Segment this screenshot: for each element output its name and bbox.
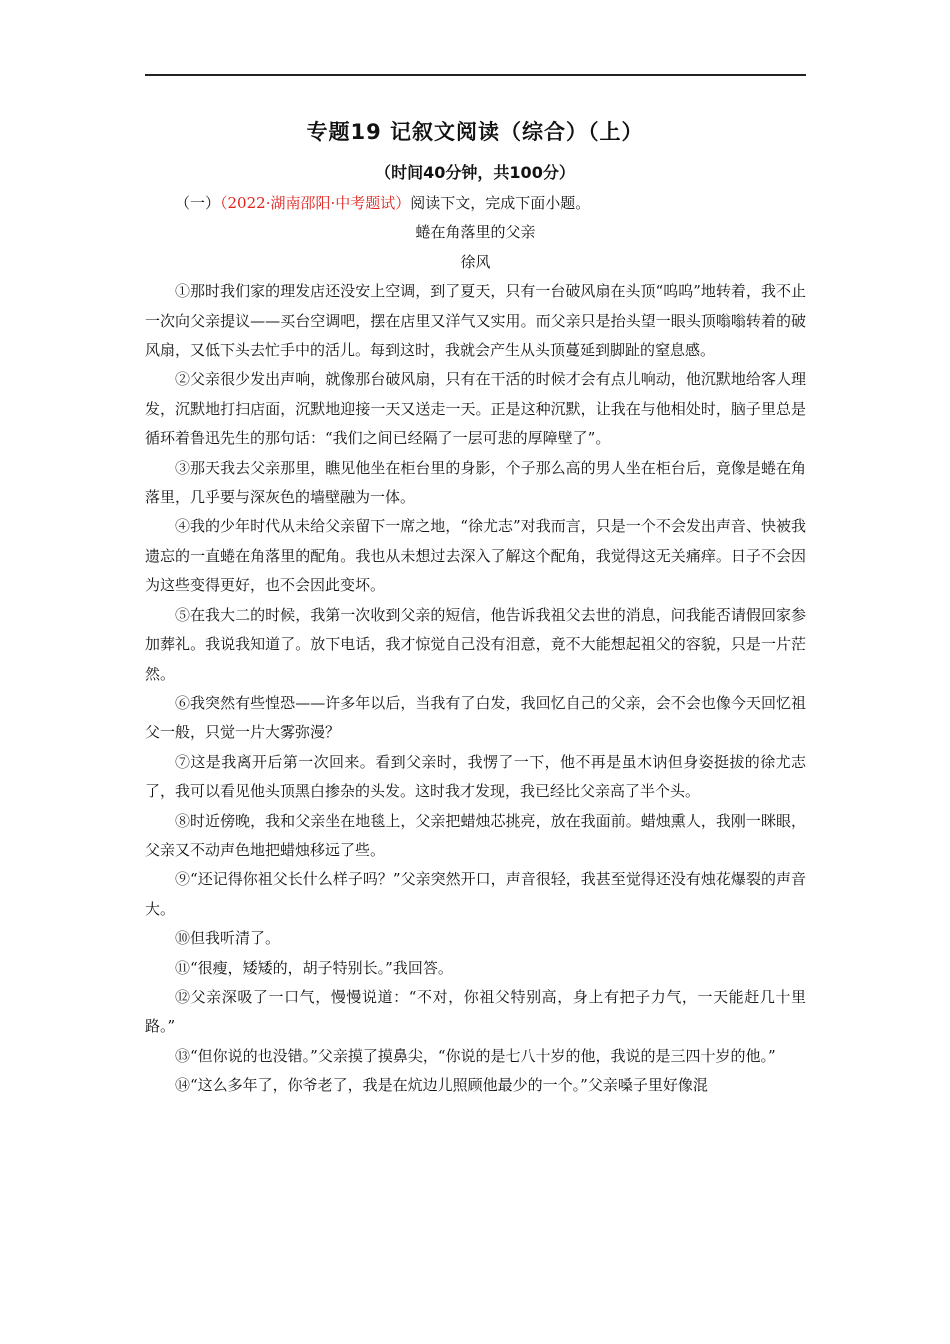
paragraph-8: ⑧时近傍晚，我和父亲坐在地毯上，父亲把蜡烛芯挑亮，放在我面前。蜡烛熏人，我刚一眯眼，父亲又不动声色地把蜡烛移远了些。 bbox=[145, 811, 806, 859]
source-label: （2022·湖南邵阳·中考题试） bbox=[220, 194, 411, 212]
paragraph-9: ⑨“还记得你祖父长什么样子吗？”父亲突然开口，声音很轻，我甚至觉得还没有烛花爆裂的声音大。 bbox=[145, 870, 806, 918]
paragraph-6: ⑥我突然有些惶恐——许多年以后，当我有了白发，我回忆自己的父亲，会不会也像今天回忆祖父一般，只觉一片大雾弥漫？ bbox=[145, 693, 806, 742]
paragraph-12: ⑫父亲深吸了一口气，慢慢说道：“不对，你祖父特别高，身上有把子力气，一天能赶几十里路。” bbox=[145, 987, 806, 1036]
paragraph-5: ⑤在我大二的时候，我第一次收到父亲的短信，他告诉我祖父去世的消息，问我能否请假回家参加葬礼。我说我知道了。放下电话，我才惊觉自己没有泪意，竟不大能想起祖父的容貌，只是一片茫然。 bbox=[145, 605, 806, 683]
section-number: （一） bbox=[175, 194, 221, 212]
paragraph-1: ①那时我们家的理发店还没安上空调，到了夏天，只有一台破风扇在头顶“呜呜”地转着，我不止一次向父亲提议——买台空调吧，摆在店里又洋气又实用。而父亲只是抬头望一眼头顶嗡嗡转着的破风扇，又低下头去忙手中的活儿。每到这时，我就会产生从头顶蔓延到脚趾的窒息感。 bbox=[145, 282, 806, 360]
paragraph-4: ④我的少年时代从未给父亲留下一席之地，“徐尤志”对我而言，只是一个不会发出声音、快被我遗忘的一直蜷在角落里的配角。我也从未想过去深入了解这个配角，我觉得这无关痛痒。日子不会因为这些变得更好，也不会因此变坏。 bbox=[145, 517, 806, 595]
paragraph-10: ⑩但我听清了。 bbox=[175, 929, 281, 948]
article-author: 徐风 bbox=[460, 252, 491, 271]
paragraph-3: ③那天我去父亲那里，瞧见他坐在柜台里的身影，个子那么高的男人坐在柜台后，竟像是蜷在角落里，几乎要与深灰色的墙壁融为一体。 bbox=[145, 458, 806, 507]
header-rule bbox=[145, 74, 806, 76]
paragraph-13: ⑬“但你说的也没错。”父亲摸了摸鼻尖，“你说的是七八十岁的他，我说的是三四十岁的他。” bbox=[175, 1046, 776, 1065]
document-title: 专题19 记叙文阅读（综合）（上） bbox=[306, 120, 644, 144]
document-subtitle: （时间40分钟，共100分） bbox=[375, 163, 575, 182]
instruction-text: 阅读下文，完成下面小题。 bbox=[410, 194, 591, 212]
article-title: 蜷在角落里的父亲 bbox=[415, 223, 536, 242]
paragraph-2: ②父亲很少发出声响，就像那台破风扇，只有在干活的时候才会有点儿响动，他沉默地给客人理发，沉默地打扫店面，沉默地迎接一天又送走一天。正是这种沉默，让我在与他相处时，脑子里总是循环着鲁迅先生的那句话：“我们之间已经隔了一层可悲的厚障壁了”。 bbox=[145, 370, 806, 448]
question-intro bbox=[145, 189, 806, 218]
paragraph-7: ⑦这是我离开后第一次回来。看到父亲时，我愣了一下，他不再是虽木讷但身姿挺拔的徐尤志了，我可以看见他头顶黑白掺杂的头发。这时我才发现，我已经比父亲高了半个头。 bbox=[145, 752, 806, 801]
document-body bbox=[145, 189, 806, 1101]
paragraph-14: ⑭“这么多年了，你爷老了，我是在炕边儿照顾他最少的一个。”父亲嗓子里好像混 bbox=[175, 1076, 708, 1095]
paragraph-11: ⑪“很瘦，矮矮的，胡子特别长。”我回答。 bbox=[175, 958, 453, 977]
